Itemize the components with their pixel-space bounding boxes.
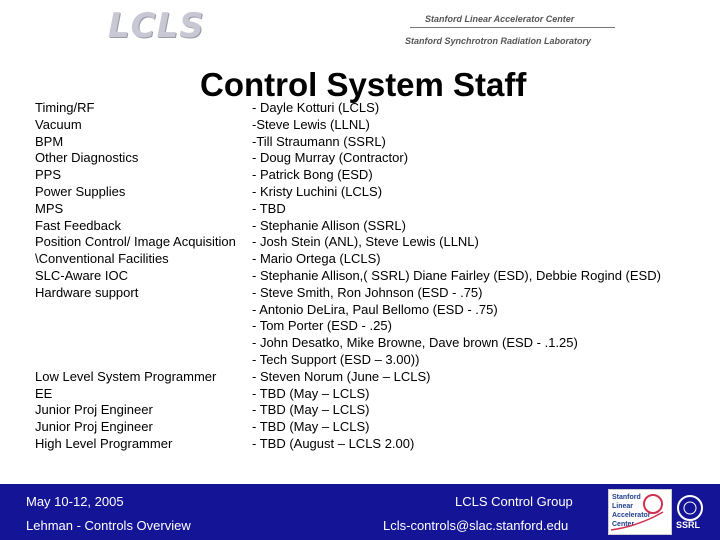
staff-person: - Tech Support (ESD – 3.00)) [252,352,420,367]
staff-person: - Stephanie Allison,( SSRL) Diane Fairley (ESD), Debbie Rogind (ESD) [252,268,661,283]
footer-group: LCLS Control Group [455,494,573,509]
staff-person: - Stephanie Allison (SSRL) [252,217,406,233]
staff-person: - TBD [252,200,286,216]
org-line-1: Stanford Linear Accelerator Center [425,14,575,24]
staff-role: MPS [35,200,64,216]
staff-person: - John Desatko, Mike Browne, Dave brown (ESD - .1.25) [252,335,578,351]
staff-role: Fast Feedback [35,217,121,233]
page-title: Control System Staff [200,66,527,103]
footer-email: Lcls-controls@slac.stanford.edu [383,518,569,533]
footer-date: May 10-12, 2005 [26,494,124,509]
staff-role: Junior Proj Engineer [35,419,153,435]
staff-person: - Kristy Luchini (LCLS) [252,184,383,199]
staff-role: Hardware support [35,284,139,300]
slac-logo [608,489,672,535]
staff-role: \Conventional Facilities [35,251,169,267]
staff-role: BPM [35,133,64,149]
slide-header [0,0,720,58]
slac-logo-line: Center [612,521,635,528]
ssrl-label: SSRL [676,520,701,530]
staff-person: - TBD (May – LCLS) [252,385,370,401]
staff-person: -Till Straumann (SSRL) [252,133,386,149]
staff-role: Vacuum [35,116,82,132]
org-line-2: Stanford Synchrotron Radiation Laboratory [405,36,592,46]
staff-person: - Antonio DeLira, Paul Bellomo (ESD - .75) [252,301,498,317]
slac-ring-icon [609,490,671,534]
header-rule [410,27,615,28]
slac-logo-line: Stanford [612,494,641,501]
staff-role: EE [35,385,53,401]
staff-role: Timing/RF [35,100,95,115]
staff-person: - TBD (August – LCLS 2.00) [252,436,415,451]
slac-logo-line: Accelerator [612,512,651,519]
staff-person: - Mario Ortega (LCLS) [252,251,381,267]
lcls-logo: LCLS [108,6,205,46]
staff-role: SLC-Aware IOC [35,268,128,283]
staff-person: - TBD (May – LCLS) [252,419,370,435]
staff-role: Low Level System Programmer [35,368,217,384]
staff-person: -Steve Lewis (LLNL) [252,116,370,132]
staff-role: High Level Programmer [35,436,173,451]
staff-person: - Steve Smith, Ron Johnson (ESD - .75) [252,284,483,300]
staff-role: Position Control/ Image Acquisition [35,234,236,250]
staff-person: - Josh Stein (ANL), Steve Lewis (LLNL) [252,234,479,250]
staff-role: PPS [35,167,62,183]
slac-logo-line: Linear [612,503,634,510]
staff-role: Power Supplies [35,184,126,199]
staff-person: - Doug Murray (Contractor) [252,150,409,166]
staff-person: - TBD (May – LCLS) [252,402,370,418]
staff-person: - Tom Porter (ESD - .25) [252,318,392,334]
staff-person: - Patrick Bong (ESD) [252,167,373,183]
staff-role: Junior Proj Engineer [35,402,153,418]
staff-person: - Steven Norum (June – LCLS) [252,368,431,384]
footer-presentation: Lehman - Controls Overview [26,518,191,533]
staff-role: Other Diagnostics [35,150,139,166]
staff-person: - Dayle Kotturi (LCLS) [252,100,380,115]
slide-footer [0,484,720,540]
